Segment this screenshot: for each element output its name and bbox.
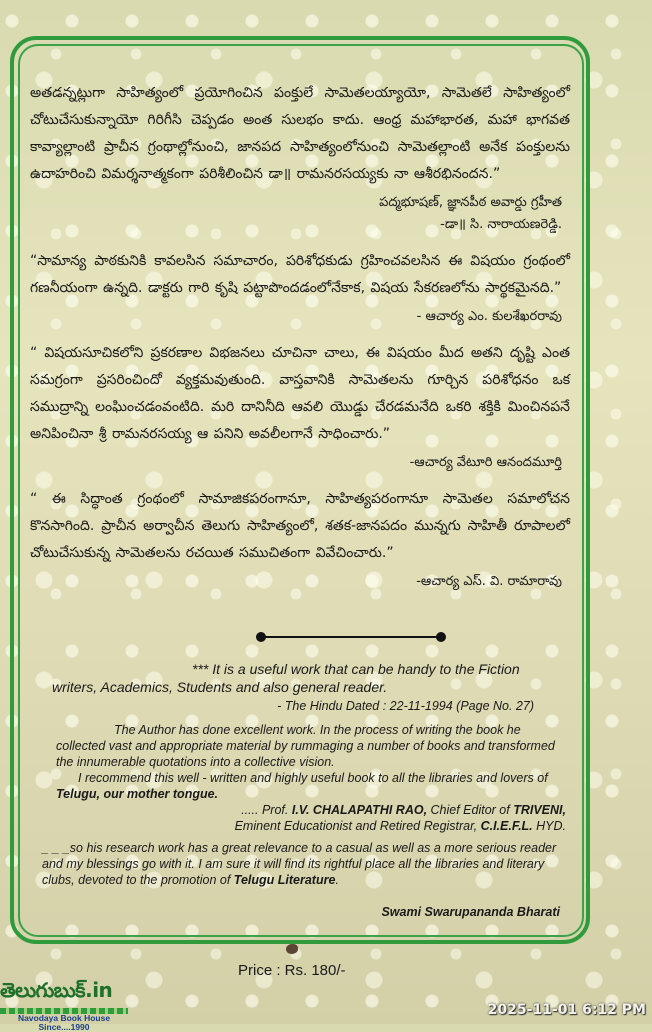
- author-credit-line2: Eminent Educationist and Retired Registrar, C.I.E.F.L. HYD.: [234, 819, 566, 833]
- review-signature-4: -ఆచార్య ఎస్. వి. రామారావు: [416, 574, 562, 589]
- swami-text: _ _ _so his research work has a great relevance to a casual as well as a more serious reader and my blessings go with it. I am sure it will find its rightful place all the libraries and literary clubs, devoted to the promotion of Telugu Literature.: [42, 841, 557, 887]
- swami-signature: Swami Swarupananda Bharati: [381, 905, 560, 919]
- hindu-source: - The Hindu Dated : 22-11-1994 (Page No. 27): [277, 699, 534, 713]
- author-review: [56, 722, 566, 834]
- review-paragraph-1: అతడన్నట్లుగా సాహిత్యంలో ప్రయోగించిన పంక్తులే సామెతలయ్యాయో, సామెతలే సాహిత్యంలో చోటుచేసుకున్నాయో గిరిగీసి చెప్పడం అంత సులభం కాదు. ఆంధ్ర మహాభారత, మహా భాగవత కావ్యాల్లాంటి ప్రాచీన గ్రంథాల్లోనుంచి, జానపద సాహిత్యంలోనుంచి సామెతల్లాంటి అనేక పంక్తులను ఉదాహరించి విమర్శనాత్మకంగా పరిశీలించిన డా॥ రామనరసయ్యకు నా ఆశీరభినందన.”: [30, 85, 570, 182]
- review-paragraph-4: “ ఈ సిద్ధాంత గ్రంథంలో సామాజికపరంగానూ, సాహిత్యపరంగానూ సామెతల సమాలోచన కొనసాగింది. ప్రాచీన అర్వాచీన తెలుగు సాహిత్యంలో, శతక-జానపదం మున్నగు సాహితీ రూపాలలో చోటుచేసుకున్న సామెతలను రచయిత సముచితంగా వివేచించారు.”: [30, 491, 570, 561]
- logo-sub2: Since....1990: [38, 1022, 90, 1032]
- price-label: Price : Rs. 180/-: [238, 962, 346, 979]
- author-review-text: The Author has done excellent work. In the process of writing the book he collected vast and appropriate material by rummaging a number of books and transformed the innumerable quotations into a collective vision.: [56, 723, 555, 769]
- photo-timestamp: 2025-11-01 6:12 PM: [487, 1002, 646, 1018]
- telugu-reviews: [30, 80, 570, 593]
- logo-brand: తెలుగుబుక్.in: [0, 978, 113, 1002]
- author-recommend: I recommend this well - written and highly useful book to all the libraries and lovers of Telugu, our mother tongue.: [56, 771, 548, 801]
- mother-tongue-bold: Telugu, our mother tongue.: [56, 787, 219, 801]
- review-signature-1b: -డా॥ సి. నారాయణరెడ్డి.: [440, 217, 562, 232]
- author-credit-line1: ..... Prof. I.V. CHALAPATHI RAO, Chief Editor of TRIVENI,: [241, 803, 566, 817]
- hindu-review: [52, 660, 552, 714]
- review-signature-1a: పద్మభూషణ్, జ్ఞానపీఠ అవార్డు గ్రహీత: [379, 195, 562, 210]
- logo-sub1: Navodaya Book House: [17, 1013, 111, 1023]
- hindu-quote: *** It is a useful work that can be handy to the Fiction writers, Academics, Students and also general reader.: [52, 661, 520, 695]
- swami-review: [42, 840, 560, 920]
- review-paragraph-3: “ విషయసూచికలోని ప్రకరణాల విభజనలు చూచినా చాలు, ఈ విషయం మీద అతని దృష్టి ఎంత సమగ్రంగా ప్రసరించిందో వ్యక్తమవుతుంది. వాస్తవానికి సామెతలను గూర్చిన పరిశోధనం ఒక సముద్రాన్ని లంఘించడంవంటిది. మరి దానినీది ఆవలి యొడ్డు చేరడమనేది ఒకరి శక్తికి మించినపనే అనిపించినా శ్రీ రామనరసయ్య ఆ పనిని అవలీలగానే సాధించారు.”: [30, 345, 570, 442]
- review-signature-2: - ఆచార్య ఎం. కులశేఖరరావు: [416, 309, 562, 324]
- review-paragraph-2: “సామాన్య పాఠకునికి కావలసిన సమాచారం, పరిశోధకుడు గ్రహించవలసిన ఈ విషయం గ్రంథంలో గణనీయంగా ఉన్నది. డాక్టరు గారి కృషి పట్టాపొందడంలోనేకాక, విషయ సేకరణలోను సార్థకమైనది.”: [30, 253, 570, 296]
- review-signature-3: -ఆచార్య వేటూరి ఆనందమూర్తి: [409, 455, 562, 470]
- paper-stain: [286, 944, 298, 954]
- dot-line-divider: [256, 632, 446, 642]
